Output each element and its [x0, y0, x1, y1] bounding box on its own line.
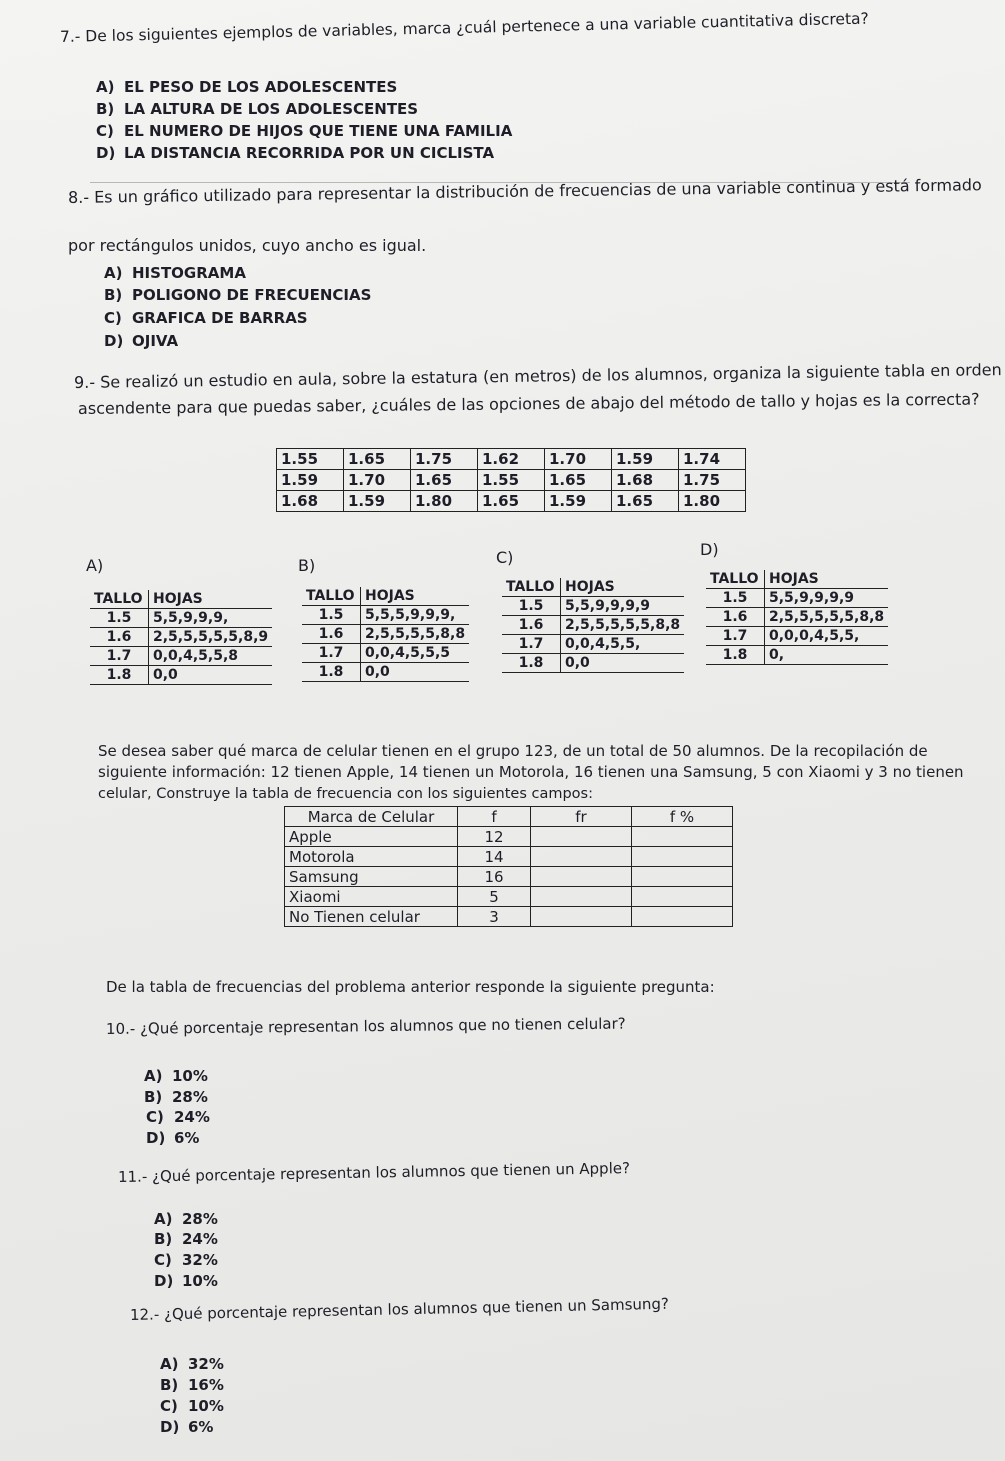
leaves: 0,0 [361, 663, 470, 682]
q11-option-c[interactable]: C) 32% [154, 1251, 218, 1269]
brand-cell: Apple [285, 827, 458, 847]
table-cell: 1.59 [344, 491, 411, 512]
stem: 1.6 [302, 625, 361, 644]
leaves: 2,5,5,5,5,5,8,9 [149, 628, 273, 647]
table-row [90, 666, 272, 685]
table-cell: 1.55 [478, 470, 545, 491]
table-cell: 1.59 [277, 470, 344, 491]
q11-option-d[interactable]: D) 10% [154, 1272, 218, 1290]
table-cell: 1.68 [612, 470, 679, 491]
q9-option-d-label[interactable]: D) [700, 540, 719, 559]
stem: 1.6 [706, 608, 765, 627]
stem: 1.7 [502, 635, 561, 654]
table-row [90, 647, 272, 666]
stem-leaf-option-c[interactable] [502, 578, 684, 673]
q7-option-a[interactable]: A) EL PESO DE LOS ADOLESCENTES [96, 78, 398, 96]
q11-option-a[interactable]: A) 28% [154, 1210, 218, 1228]
stem-leaf-option-b[interactable] [302, 587, 469, 682]
leaves: 0,0 [561, 654, 685, 673]
q10-option-a[interactable]: A) 10% [144, 1067, 208, 1085]
table-cell: 1.80 [679, 491, 746, 512]
stem: 1.5 [90, 609, 149, 628]
table-cell: 1.80 [411, 491, 478, 512]
q11-question: 11.- ¿Qué porcentaje representan los alumnos que tienen un Apple? [117, 1159, 631, 1186]
q9-option-b-label[interactable]: B) [298, 556, 316, 575]
header-marca: Marca de Celular [285, 807, 458, 827]
table-row [277, 449, 746, 470]
problem-instruction: De la tabla de frecuencias del problema anterior responde la siguiente pregunta: [106, 978, 715, 996]
tallo-header: TALLO [90, 590, 149, 609]
table-row [706, 646, 888, 665]
table-cell: 1.62 [478, 449, 545, 470]
problem-line2: siguiente información: 12 tienen Apple, 14 tienen un Motorola, 16 tienen una Samsung, 5 con Xiaomi y 3 no tienen [98, 763, 964, 781]
q9-question-line2: ascendente para que puedas saber, ¿cuáles de las opciones de abajo del método de tallo y hojas es la correcta? [77, 389, 980, 418]
leaves: 0,0,4,5,5,5 [361, 644, 470, 663]
leaves: 5,5,9,9,9, [149, 609, 273, 628]
table-cell: 1.65 [612, 491, 679, 512]
problem-line3: celular, Construye la tabla de frecuencia con los siguientes campos: [98, 786, 593, 802]
fpct-cell[interactable] [632, 847, 733, 867]
table-row [706, 627, 888, 646]
stem: 1.6 [90, 628, 149, 647]
stem: 1.5 [706, 589, 765, 608]
table-cell: 1.74 [679, 449, 746, 470]
leaves: 5,5,5,9,9,9, [361, 606, 470, 625]
f-cell: 3 [458, 907, 531, 927]
stem: 1.7 [706, 627, 765, 646]
table-row [285, 847, 733, 867]
q12-option-a[interactable]: A) 32% [160, 1355, 224, 1373]
fr-cell[interactable] [531, 847, 632, 867]
leaves: 0, [765, 646, 889, 665]
stem-leaf-option-a[interactable] [90, 590, 272, 685]
hojas-header: HOJAS [361, 587, 470, 606]
table-row [285, 887, 733, 907]
tallo-header: TALLO [502, 578, 561, 597]
table-cell: 1.65 [478, 491, 545, 512]
stem: 1.7 [302, 644, 361, 663]
hojas-header: HOJAS [149, 590, 273, 609]
table-row [302, 606, 469, 625]
q9-option-a-label[interactable]: A) [86, 556, 104, 575]
q12-option-c[interactable]: C) 10% [160, 1397, 224, 1415]
q10-option-c[interactable]: C) 24% [146, 1108, 210, 1126]
table-row [90, 609, 272, 628]
table-cell: 1.59 [612, 449, 679, 470]
q10-option-b[interactable]: B) 28% [144, 1088, 208, 1106]
q11-option-b[interactable]: B) 24% [154, 1230, 218, 1248]
fpct-cell[interactable] [632, 867, 733, 887]
header-fr: fr [531, 807, 632, 827]
stem: 1.5 [302, 606, 361, 625]
leaves: 2,5,5,5,5,5,8,8 [765, 608, 889, 627]
fpct-cell[interactable] [632, 887, 733, 907]
table-row [302, 644, 469, 663]
stem: 1.5 [502, 597, 561, 616]
brand-cell: No Tienen celular [285, 907, 458, 927]
table-cell: 1.65 [545, 470, 612, 491]
table-row [302, 663, 469, 682]
fr-cell[interactable] [531, 827, 632, 847]
leaves: 0,0 [149, 666, 273, 685]
table-row [277, 491, 746, 512]
brand-cell: Samsung [285, 867, 458, 887]
leaves: 0,0,0,4,5,5, [765, 627, 889, 646]
q12-question: 12.- ¿Qué porcentaje representan los alumnos que tienen un Samsung? [129, 1294, 670, 1324]
table-row [90, 628, 272, 647]
hojas-header: HOJAS [561, 578, 685, 597]
tallo-header: TALLO [302, 587, 361, 606]
header-f: f [458, 807, 531, 827]
table-cell: 1.65 [411, 470, 478, 491]
table-row [285, 827, 733, 847]
q7-option-c[interactable]: C) EL NUMERO DE HIJOS QUE TIENE UNA FAMILIA [96, 122, 513, 140]
table-row [502, 616, 684, 635]
table-row [285, 867, 733, 887]
stem: 1.8 [706, 646, 765, 665]
q10-question: 10.- ¿Qué porcentaje representan los alumnos que no tienen celular? [105, 1014, 626, 1038]
leaves: 2,5,5,5,5,8,8 [361, 625, 470, 644]
stem: 1.7 [90, 647, 149, 666]
stem-leaf-option-d[interactable] [706, 570, 888, 665]
table-row [706, 608, 888, 627]
table-cell: 1.75 [411, 449, 478, 470]
fr-cell[interactable] [531, 867, 632, 887]
table-row [285, 907, 733, 927]
q8-option-d[interactable]: D) OJIVA [104, 332, 179, 350]
table-row [277, 470, 746, 491]
q9-question-line1: 9.- Se realizó un estudio en aula, sobre la estatura (en metros) de los alumnos, organiza la siguiente tabla en orden [73, 360, 1002, 392]
table-cell: 1.70 [545, 449, 612, 470]
table-cell: 1.68 [277, 491, 344, 512]
heights-table [276, 448, 746, 512]
table-row [502, 635, 684, 654]
q7-question: 7.- De los siguientes ejemplos de variables, marca ¿cuál pertenece a una variable cuantitativa discreta? [59, 9, 869, 46]
q7-option-d[interactable]: D) LA DISTANCIA RECORRIDA POR UN CICLISTA [96, 144, 495, 162]
hojas-header: HOJAS [765, 570, 889, 589]
leaves: 5,5,9,9,9,9 [561, 597, 685, 616]
table-cell: 1.70 [344, 470, 411, 491]
table-row [302, 625, 469, 644]
f-cell: 12 [458, 827, 531, 847]
header-fpct: f % [632, 807, 733, 827]
q8-option-c[interactable]: C) GRAFICA DE BARRAS [104, 309, 308, 327]
fpct-cell[interactable] [632, 827, 733, 847]
tallo-header: TALLO [706, 570, 765, 589]
table-row [706, 589, 888, 608]
brand-cell: Motorola [285, 847, 458, 867]
fpct-cell[interactable] [632, 907, 733, 927]
f-cell: 5 [458, 887, 531, 907]
leaves: 5,5,9,9,9,9 [765, 589, 889, 608]
leaves: 2,5,5,5,5,5,8,8 [561, 616, 685, 635]
table-row [502, 654, 684, 673]
q12-option-b[interactable]: B) 16% [160, 1376, 224, 1394]
stem: 1.8 [90, 666, 149, 685]
table-cell: 1.75 [679, 470, 746, 491]
fr-cell[interactable] [531, 887, 632, 907]
table-cell: 1.65 [344, 449, 411, 470]
q8-question-line1: 8.- Es un gráfico utilizado para representar la distribución de frecuencias de una variable continua y está formado [67, 175, 982, 207]
q8-question-line2: por rectángulos unidos, cuyo ancho es igual. [68, 236, 427, 255]
stem: 1.8 [502, 654, 561, 673]
q12-option-d[interactable]: D) 6% [160, 1418, 214, 1436]
problem-line1: Se desea saber qué marca de celular tienen en el grupo 123, de un total de 50 alumnos. De la recopilación de [98, 742, 928, 760]
fr-cell[interactable] [531, 907, 632, 927]
q9-option-c-label[interactable]: C) [496, 548, 514, 567]
q8-option-b[interactable]: B) POLIGONO DE FRECUENCIAS [104, 286, 372, 304]
leaves: 0,0,4,5,5,8 [149, 647, 273, 666]
table-row [502, 597, 684, 616]
table-cell: 1.55 [277, 449, 344, 470]
q10-option-d[interactable]: D) 6% [146, 1129, 200, 1147]
f-cell: 14 [458, 847, 531, 867]
stem: 1.6 [502, 616, 561, 635]
brand-cell: Xiaomi [285, 887, 458, 907]
q8-option-a[interactable]: A) HISTOGRAMA [104, 264, 246, 282]
table-cell: 1.59 [545, 491, 612, 512]
frequency-table [284, 806, 733, 927]
stem: 1.8 [302, 663, 361, 682]
f-cell: 16 [458, 867, 531, 887]
leaves: 0,0,4,5,5, [561, 635, 685, 654]
q7-option-b[interactable]: B) LA ALTURA DE LOS ADOLESCENTES [96, 100, 419, 118]
